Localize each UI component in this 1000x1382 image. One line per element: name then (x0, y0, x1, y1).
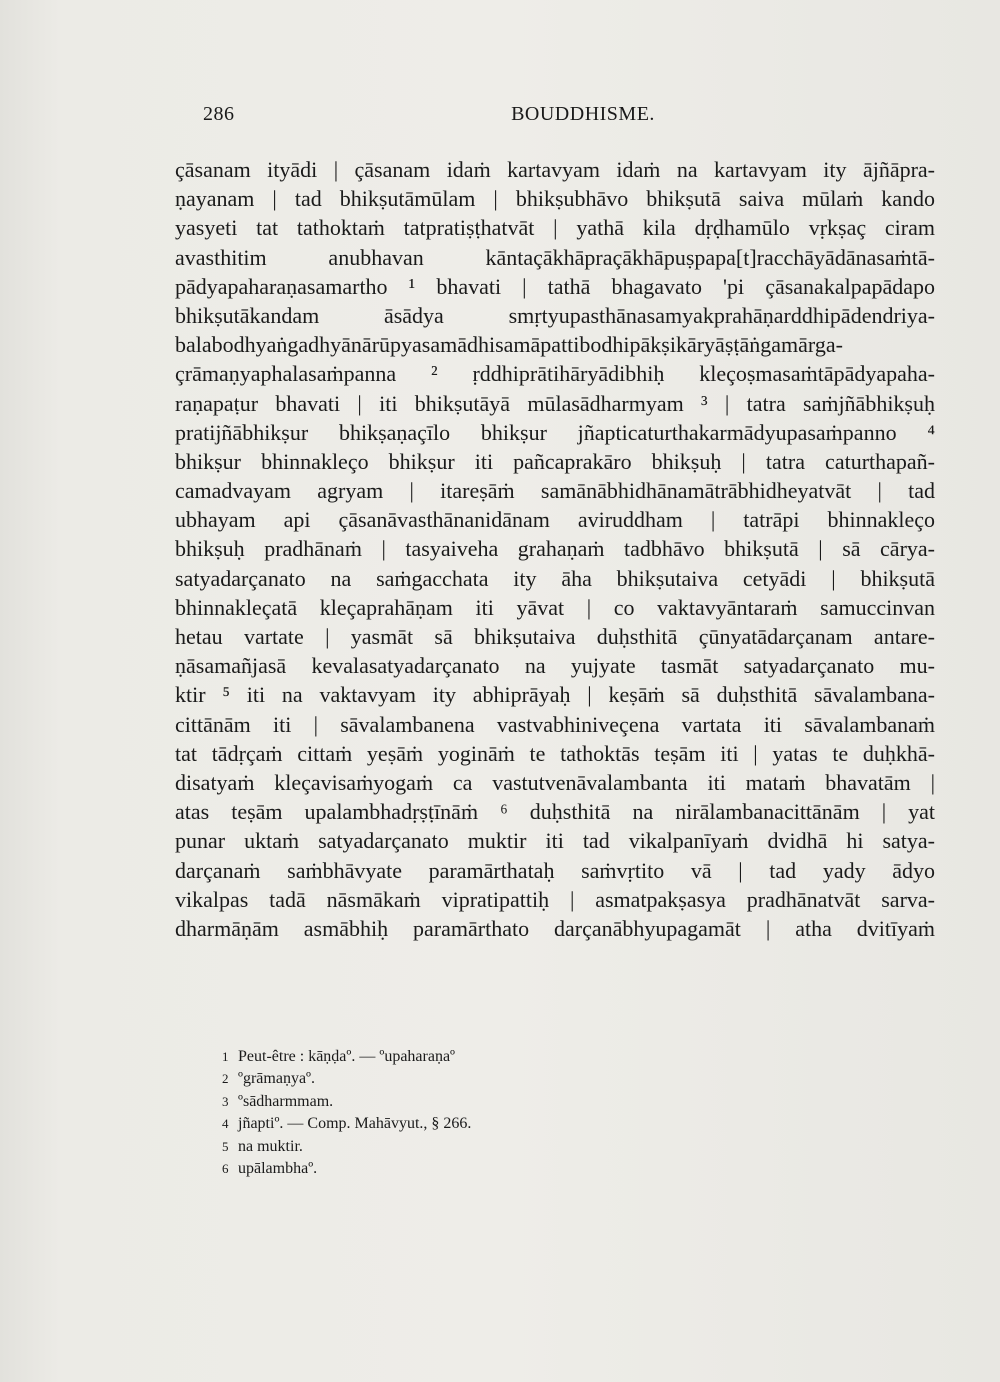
text-line: pratijñābhikṣur bhikṣaṇaçīlo bhikṣur jñapticaturthakarmādyupasaṁpanno ⁴ (175, 419, 935, 445)
text-line: ṇāsamañjasā kevalasatyadarçanato na yujyate tasmāt satyadarçanato mu- (175, 653, 935, 679)
text-line: punar uktaṁ satyadarçanato muktir iti tad vikalpanīyaṁ dvidhā hi satya- (175, 828, 935, 854)
text-line: bhikṣutākandam āsādya smṛtyupasthānasamyakprahāṇarddhipādendriya- (175, 302, 935, 328)
body-text (175, 155, 935, 943)
text-line: bhinnakleçatā kleçaprahāṇam iti yāvat | co vaktavyāntaraṁ samuccinvan (175, 594, 935, 620)
footnote-text: Peut-être : kāṇḍaº. — ºupaharaṇaº (238, 1048, 456, 1065)
text-line: yasyeti tat tathoktaṁ tatpratiṣṭhatvāt | yathā kila dṛḍhamūlo vṛkṣaç ciram (175, 215, 935, 241)
text-line: cittānām iti | sāvalambanena vastvabhiniveçena vartata iti sāvalambanaṁ (175, 711, 935, 737)
text-line: dharmāṇām asmābhiḥ paramārthato darçanābhyupagamāt | atha dvitīyaṁ (175, 915, 935, 941)
footnote (222, 1113, 722, 1135)
text-line: çāsanam ityādi | çāsanam idaṁ kartavyam idaṁ na kartavyam ity ājñāpra- (175, 157, 935, 182)
footnote (222, 1091, 722, 1113)
text-line: raṇapaṭur bhavati | iti bhikṣutāyā mūlasādharmyam ³ | tatra saṁjñābhikṣuḥ (175, 390, 935, 416)
footnotes (222, 1046, 722, 1180)
footnote-text: upālambhaº. (238, 1160, 318, 1178)
text-line: tat tādṛçaṁ cittaṁ yeṣāṁ yogināṁ te tathoktās teṣām iti | yatas te duḥkhā- (175, 740, 935, 766)
text-line: camadvayam agryam | itareṣāṁ samānābhidhānamātrābhidheyatvāt | tad (175, 478, 935, 504)
text-line: çrāmaṇyaphalasaṁpanna ² ṛddhiprātihāryādibhiḥ kleçoṣmasaṁtāpādyapaha- (175, 361, 935, 387)
footnote-text: ºgrāmaṇyaº. (238, 1070, 315, 1088)
footnote-text: jñaptiº. — Comp. Mahāvyut., § 266. (238, 1115, 472, 1133)
text-line: disatyaṁ kleçavisaṁyogaṁ ca vastutvenāvalambanta iti mataṁ bhavatām | (175, 769, 935, 795)
footnote-number: 3 (222, 1093, 229, 1109)
text-line: ṇayanam | tad bhikṣutāmūlam | bhikṣubhāvo bhikṣutā saiva mūlaṁ kando (175, 186, 935, 212)
running-head: BOUDDHISME. (511, 103, 655, 125)
text-line: avasthitim anubhavan kāntaçākhāpraçākhāpuṣpapa[t]racchāyādānasaṁtā- (175, 244, 935, 270)
text-line: balabodhyaṅgadhyānārūpyasamādhisamāpattibodhipākṣikāryāṣṭāṅgamārga- (175, 332, 843, 358)
footnote-number: 1 (222, 1049, 229, 1064)
text-line: atas teṣām upalambhadṛṣṭīnāṁ ⁶ duḥsthitā na nirālambanacittānām | yat (175, 799, 935, 825)
text-line: bhikṣur bhinnakleço bhikṣur iti pañcaprakāro bhikṣuḥ | tatra caturthapañ- (175, 448, 935, 474)
text-line: bhikṣuḥ pradhānaṁ | tasyaiveha grahaṇaṁ tadbhāvo bhikṣutā | sā cārya- (175, 536, 935, 562)
footnote (222, 1136, 722, 1158)
footnote-number: 4 (222, 1116, 229, 1132)
footnote-number: 2 (222, 1071, 229, 1087)
footnote-text: na muktir. (238, 1137, 303, 1155)
text-line: vikalpas tadā nāsmākaṁ vipratipattiḥ | asmatpakṣasya pradhānatvāt sarva- (175, 886, 935, 912)
page-header (203, 103, 963, 133)
text-line: hetau vartate | yasmāt sā bhikṣutaiva duḥsthitā çūnyatādarçanam antare- (175, 624, 935, 649)
page-number: 286 (203, 103, 235, 125)
footnote-text: ºsādharmmam. (238, 1092, 334, 1110)
footnote (222, 1046, 722, 1068)
text-line: darçanaṁ saṁbhāvyate paramārthataḥ saṁvṛtito vā | tad yady ādyo (175, 857, 935, 883)
text-line: ktir ⁵ iti na vaktavyam ity abhiprāyaḥ | keṣāṁ sā duḥsthitā sāvalambana- (175, 682, 935, 708)
footnote (222, 1158, 722, 1180)
text-line: ubhayam api çāsanāvasthānanidānam aviruddham | tatrāpi bhinnakleço (175, 507, 935, 533)
text-line: satyadarçanato na saṁgacchata ity āha bhikṣutaiva cetyādi | bhikṣutā (175, 565, 935, 591)
footnote (222, 1068, 722, 1090)
footnote-number: 6 (222, 1161, 229, 1177)
footnote-number: 5 (222, 1138, 229, 1154)
text-line: pādyapaharaṇasamartho ¹ bhavati | tathā bhagavato 'pi çāsanakalpapādapo (175, 273, 935, 299)
